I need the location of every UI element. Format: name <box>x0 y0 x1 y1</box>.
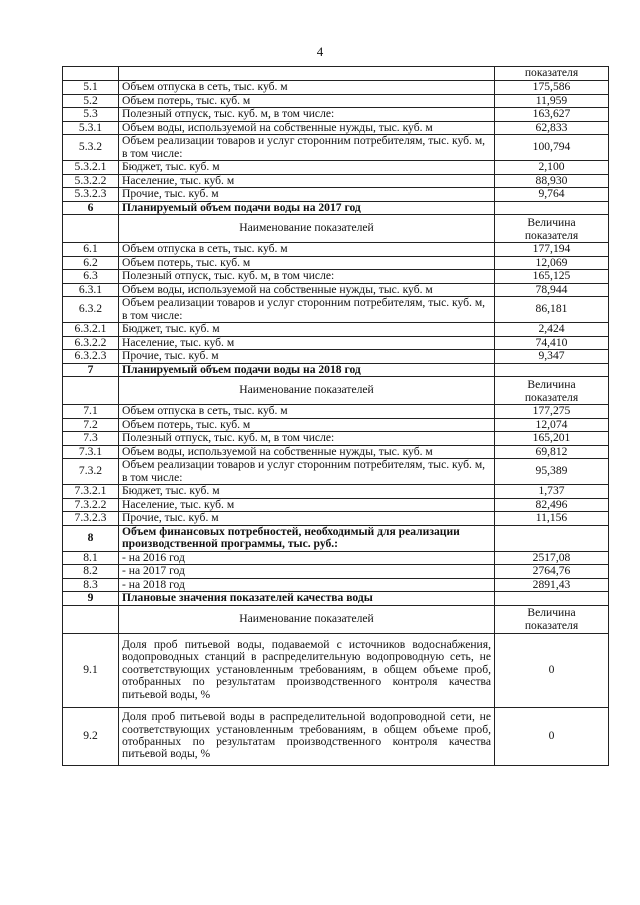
section-number: 9 <box>63 592 119 606</box>
row-name: Объем потерь, тыс. куб. м <box>119 94 495 108</box>
row-value: 0 <box>495 633 609 707</box>
cell-value: показателя <box>495 67 609 81</box>
row-value: 2,424 <box>495 323 609 337</box>
table-row <box>63 121 609 135</box>
column-header-value-line1: Величина <box>527 377 576 391</box>
row-name: Объем реализации товаров и услуг сторонним потребителям, тыс. куб. м, в том числе: <box>119 459 495 485</box>
table-row <box>63 445 609 459</box>
row-value: 82,496 <box>495 498 609 512</box>
row-value: 9,764 <box>495 188 609 202</box>
row-name: Объем реализации товаров и услуг сторонним потребителям, тыс. куб. м, в том числе: <box>119 297 495 323</box>
section-title-row <box>63 363 609 377</box>
row-name: Прочие, тыс. куб. м <box>119 512 495 526</box>
cell-empty <box>63 605 119 633</box>
section-number: 7 <box>63 363 119 377</box>
row-value: 165,201 <box>495 432 609 446</box>
table-row <box>63 551 609 565</box>
table-row <box>63 350 609 364</box>
row-number: 7.3.2.3 <box>63 512 119 526</box>
row-name: Полезный отпуск, тыс. куб. м, в том числе: <box>119 270 495 284</box>
row-number: 7.2 <box>63 418 119 432</box>
column-header-value-line2: показателя <box>524 619 579 632</box>
section-title-row <box>63 201 609 215</box>
row-number: 6.3.2.2 <box>63 336 119 350</box>
row-value: 165,125 <box>495 270 609 284</box>
row-number: 5.3.2.3 <box>63 188 119 202</box>
row-value: 11,959 <box>495 94 609 108</box>
row-value: 12,069 <box>495 256 609 270</box>
row-name: Объем отпуска в сеть, тыс. куб. м <box>119 405 495 419</box>
row-number: 9.1 <box>63 633 119 707</box>
row-number: 6.3.2 <box>63 297 119 323</box>
table-row <box>63 243 609 257</box>
row-number: 6.3 <box>63 270 119 284</box>
section-number: 8 <box>63 525 119 551</box>
row-number: 6.3.2.1 <box>63 323 119 337</box>
row-name: Прочие, тыс. куб. м <box>119 350 495 364</box>
column-header-row <box>63 377 609 405</box>
cell-empty <box>495 201 609 215</box>
column-header-value-line1: Величина <box>527 606 576 619</box>
table-row <box>63 565 609 579</box>
table-row <box>63 405 609 419</box>
row-value: 177,194 <box>495 243 609 257</box>
row-name: Полезный отпуск, тыс. куб. м, в том числе: <box>119 108 495 122</box>
section-title: Объем финансовых потребностей, необходимый для реализации производственной программы, тыс. руб.: <box>119 525 495 551</box>
table-row <box>63 498 609 512</box>
row-value: 78,944 <box>495 283 609 297</box>
table-row <box>63 174 609 188</box>
row-value: 69,812 <box>495 445 609 459</box>
table-row <box>63 707 609 765</box>
row-number: 8.3 <box>63 578 119 592</box>
row-number: 5.3.2.1 <box>63 161 119 175</box>
row-value: 88,930 <box>495 174 609 188</box>
column-header-name: Наименование показателей <box>119 605 495 633</box>
row-number: 8.1 <box>63 551 119 565</box>
row-number: 6.2 <box>63 256 119 270</box>
cell-empty <box>495 592 609 606</box>
row-value: 1,737 <box>495 485 609 499</box>
section-title: Планируемый объем подачи воды на 2018 год <box>119 363 495 377</box>
table-row <box>63 459 609 485</box>
row-value: 100,794 <box>495 135 609 161</box>
row-value: 12,074 <box>495 418 609 432</box>
row-number: 9.2 <box>63 707 119 765</box>
row-name: Бюджет, тыс. куб. м <box>119 161 495 175</box>
row-name: Объем воды, используемой на собственные нужды, тыс. куб. м <box>119 121 495 135</box>
section-title: Планируемый объем подачи воды на 2017 год <box>119 201 495 215</box>
row-name: Объем отпуска в сеть, тыс. куб. м <box>119 243 495 257</box>
table-row-continuation-header <box>63 67 609 81</box>
table-row <box>63 418 609 432</box>
row-number: 5.3 <box>63 108 119 122</box>
row-number: 5.3.2 <box>63 135 119 161</box>
row-name: Бюджет, тыс. куб. м <box>119 485 495 499</box>
row-name: Полезный отпуск, тыс. куб. м, в том числе: <box>119 432 495 446</box>
row-name: - на 2017 год <box>119 565 495 579</box>
page-number: 4 <box>316 44 324 59</box>
row-value: 9,347 <box>495 350 609 364</box>
row-value: 175,586 <box>495 81 609 95</box>
row-name: Объем потерь, тыс. куб. м <box>119 418 495 432</box>
column-header-name: Наименование показателей <box>119 215 495 243</box>
row-name: Население, тыс. куб. м <box>119 498 495 512</box>
section-title-row <box>63 525 609 551</box>
column-header-value-line2: показателя <box>524 228 579 242</box>
cell-name <box>119 67 495 81</box>
section-title: Плановые значения показателей качества воды <box>119 592 495 606</box>
table-row <box>63 323 609 337</box>
row-name: Объем отпуска в сеть, тыс. куб. м <box>119 81 495 95</box>
table-row <box>63 256 609 270</box>
row-number: 7.3.2.2 <box>63 498 119 512</box>
table-row <box>63 336 609 350</box>
cell-empty <box>495 525 609 551</box>
row-value: 2517,08 <box>495 551 609 565</box>
section-title-row <box>63 592 609 606</box>
row-number: 8.2 <box>63 565 119 579</box>
row-value: 177,275 <box>495 405 609 419</box>
row-number: 6.3.1 <box>63 283 119 297</box>
row-name: - на 2018 год <box>119 578 495 592</box>
column-header-row <box>63 215 609 243</box>
row-name: Доля проб питьевой воды, подаваемой с источников водоснабжения, водопроводных станций в распределительную водопроводную сеть, не соответствующих установленным требованиям, в общем объеме проб, отобранных по результатам производственного контроля качества питьевой воды, % <box>119 633 495 707</box>
row-value: 62,833 <box>495 121 609 135</box>
table-row <box>63 161 609 175</box>
row-name: Прочие, тыс. куб. м <box>119 188 495 202</box>
table-row <box>63 578 609 592</box>
cell-empty <box>63 377 119 405</box>
column-header-value <box>495 377 609 405</box>
row-value: 0 <box>495 707 609 765</box>
row-number: 6.3.2.3 <box>63 350 119 364</box>
section-number: 6 <box>63 201 119 215</box>
row-number: 5.3.2.2 <box>63 174 119 188</box>
column-header-value-line1: Величина <box>527 215 576 229</box>
row-number: 7.3 <box>63 432 119 446</box>
row-number: 5.1 <box>63 81 119 95</box>
table-row <box>63 633 609 707</box>
row-name: Объем реализации товаров и услуг сторонним потребителям, тыс. куб. м, в том числе: <box>119 135 495 161</box>
row-name: Население, тыс. куб. м <box>119 336 495 350</box>
table-row <box>63 432 609 446</box>
row-name: Объем воды, используемой на собственные нужды, тыс. куб. м <box>119 445 495 459</box>
row-name: - на 2016 год <box>119 551 495 565</box>
column-header-value-line2: показателя <box>524 390 579 404</box>
row-value: 74,410 <box>495 336 609 350</box>
row-number: 6.1 <box>63 243 119 257</box>
row-name: Бюджет, тыс. куб. м <box>119 323 495 337</box>
cell-empty <box>63 215 119 243</box>
table-row <box>63 94 609 108</box>
table-row <box>63 81 609 95</box>
row-number: 7.3.2.1 <box>63 485 119 499</box>
water-supply-table <box>62 66 609 766</box>
row-name: Объем потерь, тыс. куб. м <box>119 256 495 270</box>
row-value: 2891,43 <box>495 578 609 592</box>
row-value: 2764,76 <box>495 565 609 579</box>
row-name: Объем воды, используемой на собственные нужды, тыс. куб. м <box>119 283 495 297</box>
row-name: Население, тыс. куб. м <box>119 174 495 188</box>
cell-empty <box>495 363 609 377</box>
row-number: 7.3.1 <box>63 445 119 459</box>
row-number: 7.1 <box>63 405 119 419</box>
table-row <box>63 485 609 499</box>
row-number: 5.3.1 <box>63 121 119 135</box>
table-row <box>63 297 609 323</box>
row-value: 11,156 <box>495 512 609 526</box>
column-header-row <box>63 605 609 633</box>
row-value: 86,181 <box>495 297 609 323</box>
row-value: 163,627 <box>495 108 609 122</box>
row-value: 2,100 <box>495 161 609 175</box>
row-number: 7.3.2 <box>63 459 119 485</box>
cell-num <box>63 67 119 81</box>
table-row <box>63 135 609 161</box>
table-row <box>63 108 609 122</box>
column-header-value <box>495 605 609 633</box>
table-row <box>63 283 609 297</box>
table-row <box>63 188 609 202</box>
column-header-name: Наименование показателей <box>119 377 495 405</box>
table-row <box>63 270 609 284</box>
row-name: Доля проб питьевой воды в распределительной водопроводной сети, не соответствующих установленным требованиям, в общем объеме проб, отобранных по результатам производственного контроля качества питьевой воды, % <box>119 707 495 765</box>
row-number: 5.2 <box>63 94 119 108</box>
row-value: 95,389 <box>495 459 609 485</box>
column-header-value <box>495 215 609 243</box>
table-row <box>63 512 609 526</box>
